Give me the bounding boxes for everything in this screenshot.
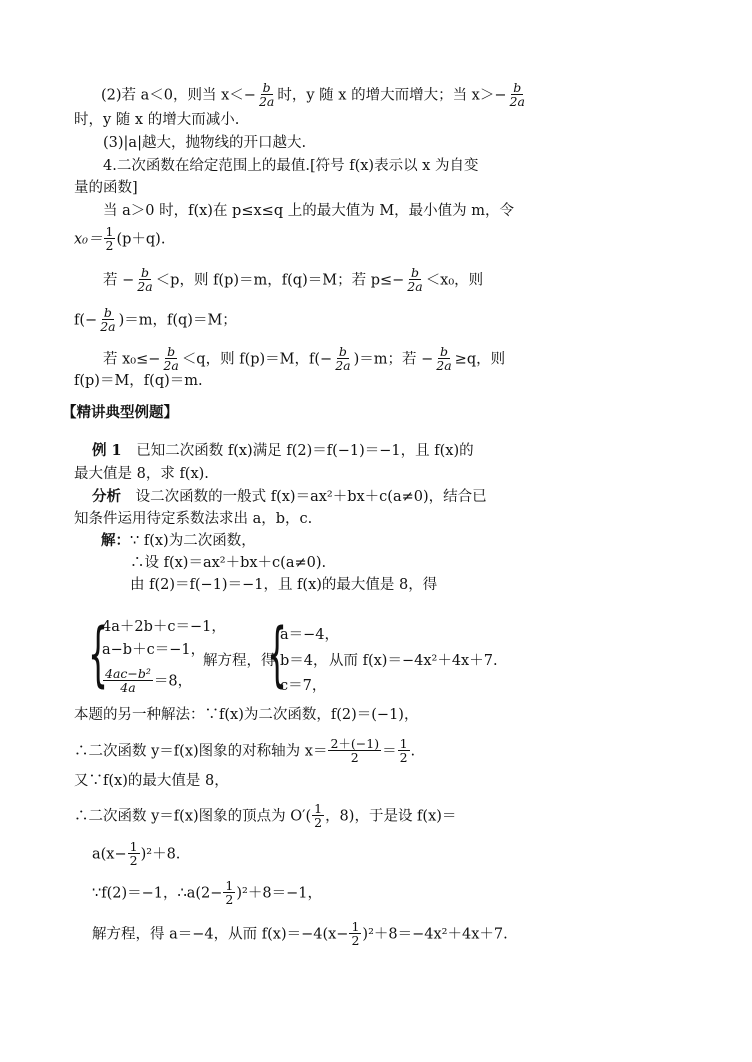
example-1-line-1	[92, 441, 474, 461]
solution-line-3: 由 f(2)＝f(−1)＝−1，且 f(x)的最大值是 8，得	[130, 577, 438, 593]
equation-row: b＝4，	[280, 653, 328, 669]
text-segment: ＝8，	[153, 673, 193, 690]
text-segment: )＝m，f(q)＝M；	[118, 312, 237, 329]
alt-line-2: ∴二次函数 y＝f(x)图象的对称轴为 x＝ $\frac{2+(-1)}{2}$ ＝ $\frac{1}{2}$ .	[74, 736, 416, 766]
left-brace: {	[267, 613, 288, 695]
alt-line-4	[74, 803, 456, 830]
text-line: 当 a＞0 时，f(x)在 p≤x≤q 上的最大值为 M，最小值为 m，令	[103, 203, 515, 219]
text-line: f(p)＝M，f(q)＝m.	[74, 373, 203, 389]
text-segment: 解方程，得 a＝−4，从而 f(x)＝−4(x−	[92, 926, 349, 943]
text-line: 时，y 随 x 的增大而减小.	[74, 112, 240, 128]
text-segment: ＝	[382, 743, 397, 760]
fraction: $\frac{b}{2a}$	[436, 344, 452, 374]
example-1-line-2: 最大值是 8，求 f(x).	[74, 466, 209, 482]
text-line	[74, 307, 237, 334]
example-label: 例 1	[92, 442, 122, 459]
text-segment: )²＋8.	[140, 846, 181, 863]
alt-line-5	[92, 841, 180, 868]
text-segment: )²＋8＝−4x²＋4x＋7.	[362, 926, 508, 943]
fraction: $\frac{b}{2a}$	[258, 80, 275, 110]
fraction: $\frac{1}{2}$	[399, 736, 408, 766]
solve-text: 解方程，得	[203, 653, 276, 669]
alt-line-1: 本题的另一种解法：∵f(x)为二次函数，f(2)＝(−1)，	[74, 707, 419, 723]
result-text: 从而 f(x)＝−4x²＋4x＋7.	[329, 653, 498, 669]
text-segment: ∵f(2)＝−1，∴a(2−	[92, 885, 223, 902]
equation-row: a−b＋c＝−1，	[102, 642, 206, 658]
text-line: 量的函数]	[74, 180, 138, 196]
text-segment: 已知二次函数 f(x)满足 f(2)＝f(−1)＝−1，且 f(x)的	[136, 443, 474, 459]
equation-row	[102, 668, 192, 695]
text-line	[103, 346, 505, 373]
text-segment: f(−	[74, 312, 98, 329]
text-segment: 若 x₀≤−	[103, 351, 161, 368]
alt-line-6	[92, 880, 322, 907]
fraction: $\frac{2+(-1)}{2}$	[330, 736, 380, 766]
fraction: $\frac{1}{2}$	[105, 224, 114, 254]
text-line	[74, 226, 165, 253]
equation-row: 4a＋2b＋c＝−1，	[102, 619, 226, 635]
text-line: (3)|a|越大，抛物线的开口越大.	[103, 135, 307, 151]
text-segment: ∵ f(x)为二次函数，	[130, 533, 256, 549]
solution-line-2: ∴设 f(x)＝ax²＋bx＋c(a≠0).	[130, 555, 327, 571]
text-segment: 设二次函数的一般式 f(x)＝ax²＋bx＋c(a≠0)，结合已	[135, 489, 487, 505]
text-segment: ＜q，则 f(p)＝M，f(−	[181, 351, 333, 368]
text-line: 4.二次函数在给定范围上的最值.[符号 f(x)表示以 x 为自变	[103, 158, 479, 174]
equation-row: c＝7，	[280, 678, 327, 694]
fraction: $\frac{1}{2}$	[129, 839, 138, 869]
text-segment: 时，y 随 x 的增大而增大；当 x＞−	[277, 87, 507, 104]
alt-line-7	[92, 921, 508, 948]
equation-row: a＝−4，	[280, 627, 340, 643]
left-brace: {	[88, 613, 109, 695]
fraction: $\frac{1}{2}$	[351, 919, 360, 949]
equation-system	[88, 613, 528, 700]
text-segment: ∴二次函数 y＝f(x)图象的顶点为 O′(	[74, 808, 312, 825]
fraction: $\frac{b}{2a}$	[163, 344, 179, 374]
text-segment: (p＋q).	[116, 231, 166, 248]
fraction: $\frac{b}{2a}$	[407, 265, 423, 295]
analysis-label: 分析	[92, 488, 121, 505]
text-line	[101, 82, 528, 109]
text-segment: ＜p，则 f(p)＝m，f(q)＝M；若 p≤−	[155, 272, 405, 289]
text-segment: (2)若 a＜0，则当 x＜−	[101, 87, 256, 104]
text-segment: a(x−	[92, 846, 127, 863]
fraction: $\frac{b}{2a}$	[335, 344, 351, 374]
text-line	[103, 267, 483, 294]
analysis-line-1	[92, 487, 487, 507]
fraction: $\frac{\text{4ac−b²}}{4a}$	[105, 666, 151, 696]
fraction: $\frac{1}{2}$	[314, 801, 323, 831]
solution-line-1	[101, 531, 256, 551]
text-segment: 若 −	[103, 272, 135, 289]
text-segment: ＜x₀，则	[425, 272, 484, 289]
text-segment: x₀＝	[74, 231, 103, 248]
section-title: 【精讲典型例题】	[62, 404, 178, 421]
text-segment: )²＋8＝−1，	[236, 885, 322, 902]
fraction: $\frac{1}{2}$	[225, 878, 234, 908]
alt-line-3: 又∵f(x)的最大值是 8，	[74, 773, 229, 789]
fraction: $\frac{b}{2a}$	[509, 80, 525, 110]
text-segment: ，8)，于是设 f(x)＝	[325, 808, 457, 825]
text-segment: )＝m；若 −	[353, 351, 434, 368]
fraction: $\frac{b}{2a}$	[100, 305, 116, 335]
solution-label: 解：	[101, 532, 130, 549]
fraction: $\frac{b}{2a}$	[137, 265, 153, 295]
text-segment: ≥q，则	[454, 351, 506, 368]
analysis-line-2: 知条件运用待定系数法求出 a，b，c.	[74, 511, 313, 527]
text-segment: ∴二次函数 y＝f(x)图象的对称轴为 x＝	[74, 743, 328, 760]
